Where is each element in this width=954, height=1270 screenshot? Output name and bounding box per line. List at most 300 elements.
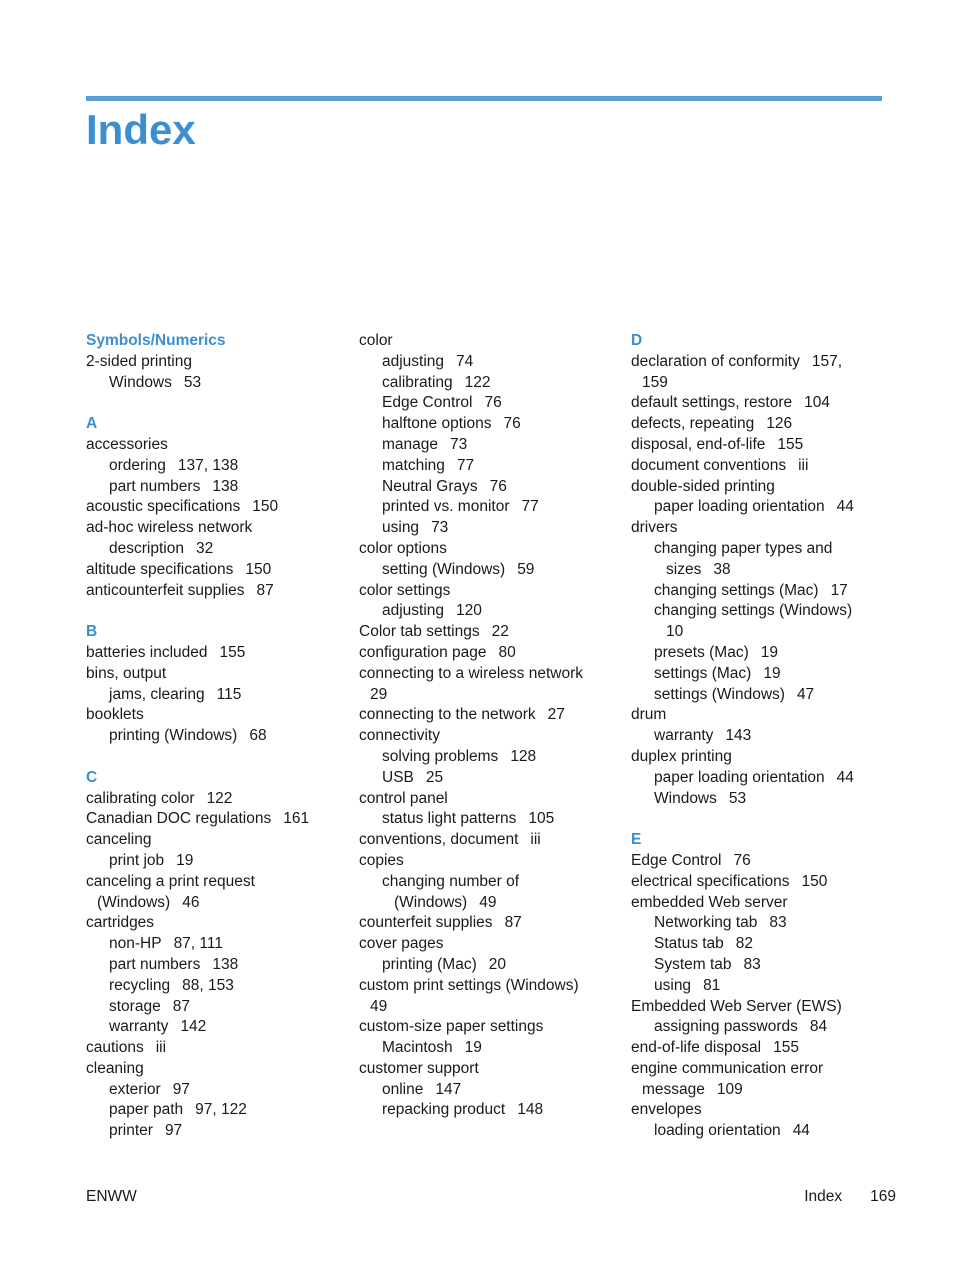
page-reference: 77 [521,498,539,516]
page-reference: 87 [256,581,274,599]
index-entry [359,581,621,602]
index-entry [86,1059,348,1080]
index-subentry [359,768,621,789]
index-subentry [359,435,621,456]
index-term: booklets [86,706,144,724]
page-reference: 19 [176,851,194,869]
index-subentry [86,955,348,976]
page-reference: 25 [425,768,444,786]
page-reference: 161 [283,810,310,828]
page-reference: 137, 138 [177,456,239,474]
index-term: part numbers [109,955,201,973]
index-subentry [359,1100,621,1121]
index-subentry [631,497,893,518]
index-term: drum [631,706,667,724]
page-reference: 19 [760,643,778,661]
index-term: electrical specifications [631,872,790,890]
index-term: declaration of conformity [631,352,800,370]
index-section-heading: D [631,332,643,349]
index-subentry [631,664,893,685]
index-entry [631,456,893,477]
index-term: cleaning [86,1059,144,1077]
index-entry-continuation [631,622,893,643]
index-term: ad-hoc wireless network [86,519,253,537]
index-term: status light patterns [382,810,517,828]
index-term: settings (Mac) [654,664,752,682]
index-entry [631,435,893,456]
index-term: System tab [654,955,732,973]
index-entry [86,497,348,518]
index-term: bins, output [86,664,167,682]
index-term: settings (Windows) [654,685,785,703]
index-term: using [654,976,692,994]
index-entry [86,643,348,664]
index-entry [631,893,893,914]
index-term: double-sided printing [631,477,775,495]
page-reference: 68 [249,727,267,745]
index-entry [359,726,621,747]
index-term: cautions [86,1039,144,1057]
index-subentry [359,560,621,581]
index-entry-continuation [359,685,621,706]
index-entry [631,705,893,726]
page-reference: 74 [456,352,474,370]
index-term: engine communication error [631,1059,824,1077]
index-subentry [86,726,348,747]
index-entry [631,1038,893,1059]
page-reference: 73 [450,435,468,453]
page-reference: 17 [830,581,848,599]
index-term: changing paper types and [654,539,833,557]
index-term: custom print settings (Windows) [359,976,579,994]
index-subentry [359,809,621,830]
page-reference: 104 [804,394,830,412]
index-term: control panel [359,789,448,807]
index-term: description [109,539,184,557]
page-reference: 83 [743,955,761,973]
index-subentry [359,477,621,498]
index-term: paper loading orientation [654,498,825,516]
index-subentry [359,373,621,394]
index-term: document conventions [631,456,787,474]
index-subentry [86,851,348,872]
index-subentry [359,393,621,414]
index-subentry [86,934,348,955]
index-term: defects, repeating [631,415,755,433]
page-reference: 147 [435,1080,462,1098]
page-reference: 150 [245,560,272,578]
index-section-heading: C [86,768,98,786]
index-term: Status tab [654,935,724,953]
index-term: connectivity [359,727,440,745]
index-entry [359,976,621,997]
index-entry [359,705,621,726]
index-term: changing settings (Windows) [654,602,853,620]
page-reference: 109 [716,1080,743,1098]
index-entry [86,581,348,602]
page-reference: 138 [212,955,239,973]
index-term: configuration page [359,643,487,661]
index-entry [631,997,893,1018]
index-subentry [359,518,621,539]
index-subentry [86,685,348,706]
index-term: 29 [370,685,388,703]
index-subentry [359,872,621,893]
index-term: connecting to the network [359,706,536,724]
index-term: manage [382,435,439,453]
index-subentry [359,747,621,768]
index-entry [631,872,893,893]
page-reference: 88, 153 [182,976,234,994]
index-entry [86,435,348,456]
page-reference: 87, 111 [173,935,223,953]
index-entry [631,352,893,373]
index-entry [359,913,621,934]
index-term: drivers [631,519,678,537]
index-entry-continuation [359,997,621,1018]
index-entry-continuation [631,1080,893,1101]
page-reference: 143 [725,727,752,745]
index-term: warranty [654,727,714,745]
page-reference: 73 [431,519,449,537]
index-term: customer support [359,1059,479,1077]
index-term: storage [109,997,161,1015]
page-reference: 97 [164,1122,183,1140]
page-reference: 44 [836,498,854,516]
index-term: paper loading orientation [654,768,825,786]
index-term: printed vs. monitor [382,498,510,516]
index-term: USB [382,768,414,786]
index-subentry [359,352,621,373]
index-term: adjusting [382,352,445,370]
index-entry-continuation [631,373,893,394]
page-reference: 20 [488,955,506,973]
index-entry [631,747,893,768]
index-term: duplex printing [631,747,732,765]
index-entry [631,1100,893,1121]
page-reference: 150 [801,872,828,890]
index-term: 10 [666,623,684,641]
page-reference: 87 [172,997,190,1015]
index-subentry [631,643,893,664]
index-entry-continuation [631,560,893,581]
page-reference: 115 [216,685,242,703]
index-term: Canadian DOC regulations [86,810,272,828]
section-gap [86,601,348,622]
index-term: message [642,1080,705,1098]
index-entry-continuation [359,893,621,914]
index-term: assigning passwords [654,1018,798,1036]
page-reference: 46 [182,893,200,911]
index-subentry [631,913,893,934]
index-section-heading: E [631,831,642,849]
page-reference: 81 [703,976,721,994]
index-subentry [86,477,348,498]
page-reference: iii [155,1039,167,1057]
index-entry [86,913,348,934]
page-reference: 77 [456,456,475,474]
page-title: Index [86,106,196,153]
page-reference: 157, [811,352,843,370]
index-term: printing (Windows) [109,727,238,745]
index-term: changing number of [382,872,520,890]
index-term: non-HP [109,935,162,953]
page-reference: 59 [517,560,535,578]
index-entry [86,809,348,830]
index-term: envelopes [631,1101,702,1119]
page-reference: iii [530,831,541,849]
index-entry [86,872,348,893]
page-reference: 128 [510,747,537,765]
index-term: halftone options [382,415,492,433]
index-term: Edge Control [631,851,722,869]
page-reference: 97, 122 [195,1101,247,1119]
index-entry [359,622,621,643]
page-reference: 19 [464,1039,482,1057]
index-term: copies [359,851,404,869]
index-subentry [359,456,621,477]
page-reference: 87 [504,914,522,932]
index-term: Color tab settings [359,623,480,641]
index-section-heading: Symbols/Numerics [86,332,226,349]
index-term: acoustic specifications [86,498,241,516]
index-term: cover pages [359,935,444,953]
index-term: ordering [109,456,166,474]
index-entry [631,414,893,435]
index-term: repacking product [382,1101,506,1119]
index-entry [359,643,621,664]
page-reference: 148 [517,1101,544,1119]
index-term: 159 [642,373,668,391]
index-term: setting (Windows) [382,560,506,578]
index-term: exterior [109,1080,161,1098]
index-subentry [86,1017,348,1038]
index-entry [86,518,348,539]
page-reference: 82 [735,935,754,953]
index-entry [631,518,893,539]
index-term: canceling a print request [86,872,255,890]
page-reference: 138 [212,477,239,495]
index-term: changing settings (Mac) [654,581,819,599]
index-column-1 [86,331,348,1142]
index-entry [631,851,893,872]
page-reference: 38 [713,560,731,578]
index-entry [86,705,348,726]
index-column-2 [359,331,621,1121]
index-term: Edge Control [382,394,473,412]
page-reference: 76 [503,415,521,433]
index-entry [86,664,348,685]
page-reference: 122 [206,789,233,807]
section-gap [631,809,893,830]
index-section-heading: B [86,623,98,641]
index-subentry [86,1100,348,1121]
index-subentry [86,997,348,1018]
index-subentry [359,1038,621,1059]
page-reference: 47 [796,685,815,703]
index-entry [631,477,893,498]
index-term: counterfeit supplies [359,914,493,932]
index-entry [359,851,621,872]
index-column-3 [631,331,893,1142]
index-term: color settings [359,581,451,599]
index-subentry [631,685,893,706]
index-entry [631,393,893,414]
index-term: part numbers [109,477,201,495]
index-term: default settings, restore [631,394,793,412]
index-subentry [359,414,621,435]
index-entry [359,830,621,851]
index-term: conventions, document [359,831,519,849]
index-term: 49 [370,997,388,1015]
index-entry [359,1017,621,1038]
page-reference: 155 [777,435,804,453]
index-subentry [631,789,893,810]
index-term: Windows [109,373,172,391]
index-term: online [382,1080,424,1098]
page-reference: 22 [491,623,509,641]
page-reference: 19 [763,664,781,682]
index-entry [359,331,621,352]
page-reference: 53 [728,789,747,807]
index-term: adjusting [382,602,445,620]
page-reference: 122 [464,373,491,391]
section-gap [86,393,348,414]
index-subentry [631,601,893,622]
index-entry [86,830,348,851]
index-subentry [631,1121,893,1142]
index-subentry [86,1121,348,1142]
index-entry-continuation [86,893,348,914]
page-reference: 142 [180,1018,207,1036]
index-subentry [86,539,348,560]
index-term: calibrating [382,373,453,391]
page-reference: 27 [547,706,565,724]
index-subentry [631,976,893,997]
index-subentry [359,955,621,976]
index-entry [359,934,621,955]
index-term: jams, clearing [109,685,205,703]
header-rule [86,96,882,101]
index-term: matching [382,456,445,474]
index-subentry [631,955,893,976]
index-subentry [359,601,621,622]
index-entry [359,789,621,810]
index-term: disposal, end-of-life [631,435,766,453]
page-reference: 49 [479,893,497,911]
page-reference: 105 [528,810,555,828]
index-entry [86,1038,348,1059]
index-subentry [86,976,348,997]
index-term: color [359,332,393,349]
index-term: solving problems [382,747,499,765]
index-term: Neutral Grays [382,477,478,495]
index-term: recycling [109,976,171,994]
page-reference: 76 [484,394,502,412]
index-term: end-of-life disposal [631,1039,762,1057]
index-entry [359,664,621,685]
index-term: loading orientation [654,1122,781,1140]
page-reference: 76 [489,477,507,495]
index-subentry [631,581,893,602]
index-entry [86,789,348,810]
index-term: paper path [109,1101,184,1119]
index-subentry [631,539,893,560]
index-subentry [631,768,893,789]
index-term: warranty [109,1018,169,1036]
index-subentry [631,726,893,747]
page-reference: 76 [733,851,751,869]
index-subentry [359,497,621,518]
index-term: custom-size paper settings [359,1018,544,1036]
footer-left: ENWW [86,1188,137,1205]
index-term: Macintosh [382,1039,453,1057]
index-term: Windows [654,789,717,807]
page-reference: 120 [456,602,482,620]
page-reference: 126 [766,415,793,433]
index-entry [359,539,621,560]
index-term: using [382,519,420,537]
index-subentry [631,934,893,955]
index-term: print job [109,851,165,869]
page-reference: 97 [172,1080,190,1098]
index-term: Networking tab [654,914,758,932]
footer-right [804,1188,896,1206]
index-term: batteries included [86,643,208,661]
index-term: accessories [86,435,168,453]
page-reference: 83 [769,914,787,932]
index-subentry [86,373,348,394]
index-entry [86,560,348,581]
index-term: presets (Mac) [654,643,749,661]
index-term: sizes [666,560,702,578]
index-term: calibrating color [86,789,195,807]
index-subentry [86,456,348,477]
index-term: 2-sided printing [86,352,192,370]
index-subentry [359,1080,621,1101]
index-term: connecting to a wireless network [359,664,584,682]
index-term: embedded Web server [631,893,788,911]
page-reference: 44 [792,1122,810,1140]
index-term: printing (Mac) [382,955,477,973]
page-reference: 80 [498,643,516,661]
page-reference: iii [798,456,809,474]
page-number: 169 [870,1188,896,1205]
page-reference: 150 [252,498,279,516]
index-term: printer [109,1122,153,1140]
page-reference: 44 [836,768,854,786]
index-term: canceling [86,831,152,849]
index-entry [86,352,348,373]
index-subentry [86,1080,348,1101]
index-term: color options [359,539,447,557]
index-term: altitude specifications [86,560,234,578]
page-reference: 84 [809,1018,828,1036]
index-term: (Windows) [394,893,468,911]
page-reference: 155 [773,1039,799,1057]
page-reference: 155 [219,643,246,661]
index-term: Embedded Web Server (EWS) [631,997,842,1015]
index-section-heading: A [86,415,98,433]
page-reference: 53 [183,373,202,391]
index-term: (Windows) [97,893,171,911]
page-reference: 32 [195,539,214,557]
index-entry [359,1059,621,1080]
index-entry [631,1059,893,1080]
index-term: anticounterfeit supplies [86,581,245,599]
index-subentry [631,1017,893,1038]
index-term: cartridges [86,914,155,932]
